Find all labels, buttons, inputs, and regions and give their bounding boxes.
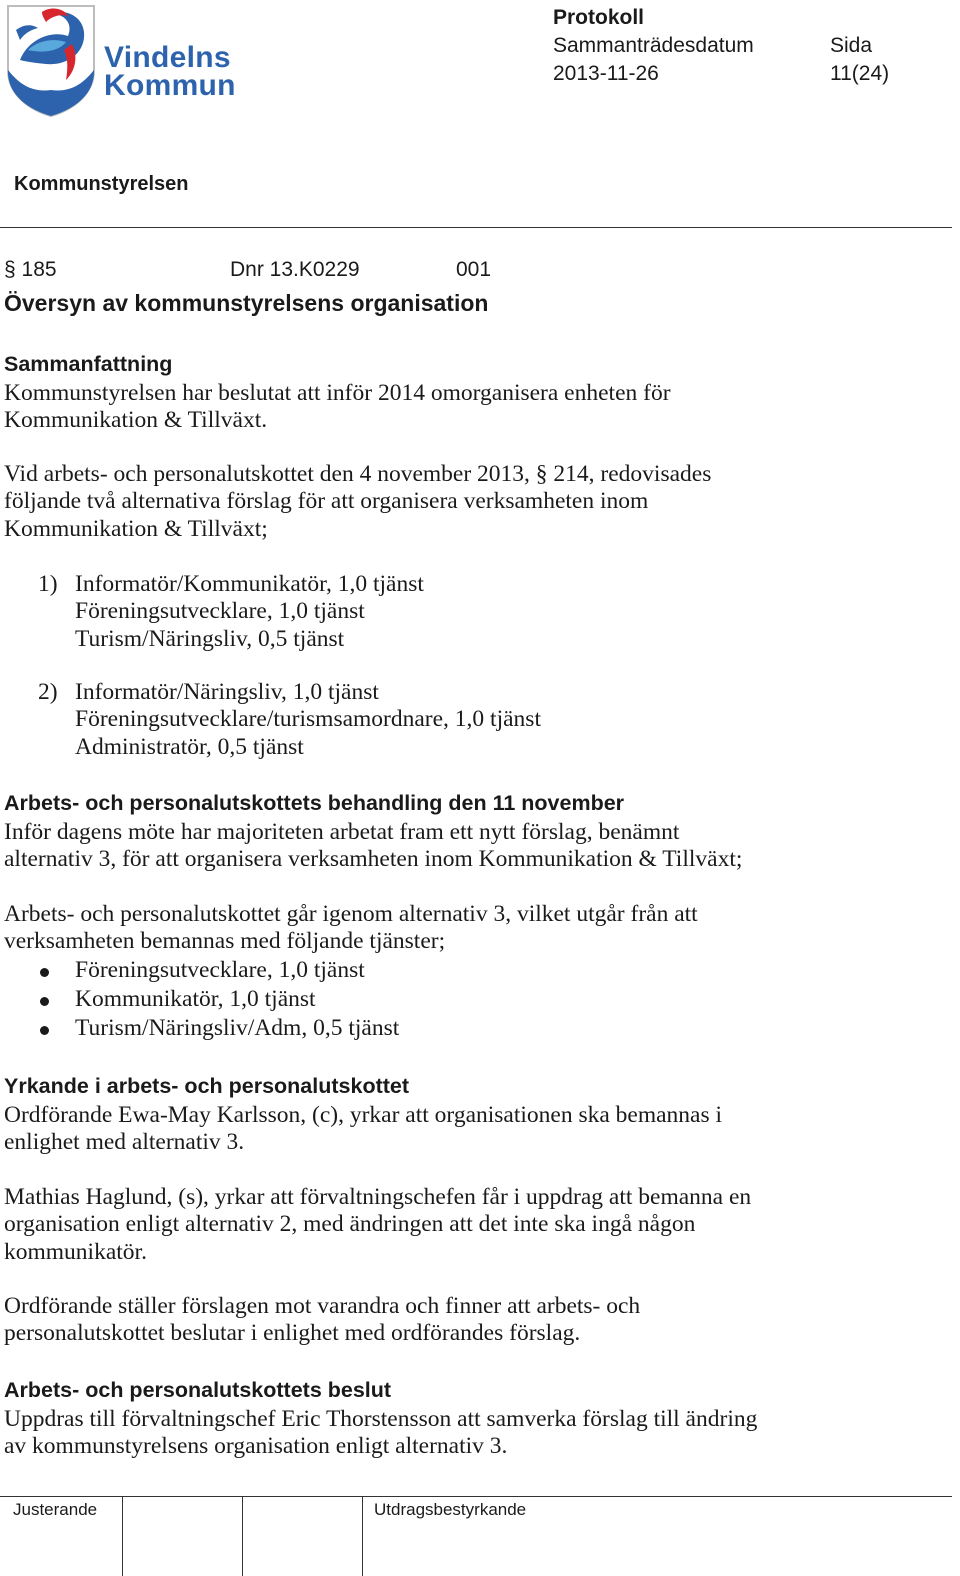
list-item: Föreningsutvecklare, 1,0 tjänst — [75, 598, 365, 625]
logo-text-line2: Kommun — [104, 69, 236, 102]
municipality-logo — [2, 0, 252, 118]
intro-line: Vid arbets- och personalutskottet den 4 november 2013, § 214, redovisades — [4, 461, 712, 487]
review-line: verksamheten bemannas med följande tjänster; — [4, 928, 446, 955]
bullet-icon — [40, 997, 49, 1006]
motions-heading: Yrkande i arbets- och personalutskottet — [4, 1074, 410, 1098]
motion-line: Mathias Haglund, (s), yrkar att förvaltningschefen får i uppdrag att bemanna en — [4, 1184, 752, 1210]
page-label: Sida — [830, 34, 873, 57]
logo-text-line1: Vindelns — [104, 41, 231, 74]
paragraph-number: § 185 — [4, 258, 57, 281]
intro-paragraph — [4, 461, 904, 543]
alternative-1-number: 1) — [38, 571, 58, 597]
motion-3-paragraph — [4, 1293, 904, 1348]
page-info — [830, 32, 889, 88]
decision-paragraph — [4, 1406, 904, 1461]
coat-of-arms-icon — [2, 0, 102, 118]
motion-2-paragraph — [4, 1184, 904, 1266]
logo-wordmark — [104, 41, 236, 102]
summary-heading: Sammanfattning — [4, 352, 173, 376]
certification-label: Utdragsbestyrkande — [374, 1500, 527, 1519]
case-title: Översyn av kommunstyrelsens organisation — [4, 290, 489, 316]
list-item: Administratör, 0,5 tjänst — [75, 733, 304, 760]
alternative-2-number: 2) — [38, 679, 58, 705]
alternative-3-item: Turism/Näringsliv/Adm, 0,5 tjänst — [75, 1015, 400, 1041]
motion-line: Ordförande ställer förslagen mot varandra och finner att arbets- och — [4, 1293, 641, 1319]
bullet-icon — [40, 968, 49, 977]
list-item: Informatör/Näringsliv, 1,0 tjänst — [75, 679, 379, 705]
motion-1-paragraph — [4, 1102, 904, 1157]
meeting-date-label: Sammanträdesdatum — [553, 34, 754, 57]
treatment-line: Inför dagens möte har majoriteten arbetat fram ett nytt förslag, benämnt — [4, 819, 680, 845]
intro-line: Kommunikation & Tillväxt; — [4, 515, 268, 542]
list-item: Föreningsutvecklare/turismsamordnare, 1,0 tjänst — [75, 706, 541, 733]
treatment-heading: Arbets- och personalutskottets behandling den 11 november — [4, 791, 625, 815]
review-line: Arbets- och personalutskottet går igenom alternativ 3, vilket utgår från att — [4, 901, 698, 927]
alternative-1-list — [75, 571, 424, 653]
case-code: 001 — [456, 258, 492, 281]
motion-line: enlighet med alternativ 3. — [4, 1129, 245, 1156]
summary-paragraph — [4, 380, 904, 435]
footer-divider — [0, 1496, 952, 1497]
review-paragraph — [4, 901, 904, 956]
motion-line: personalutskottet beslutar i enlighet med ordförandes förslag. — [4, 1320, 581, 1347]
treatment-paragraph — [4, 819, 904, 874]
motion-line: kommunikatör. — [4, 1238, 147, 1265]
motion-line: organisation enligt alternativ 2, med ändringen att det inte ska ingå någon — [4, 1211, 696, 1238]
decision-line: av kommunstyrelsens organisation enligt alternativ 3. — [4, 1433, 508, 1460]
intro-line: följande två alternativa förslag för att organisera verksamheten inom — [4, 488, 649, 515]
decision-heading: Arbets- och personalutskottets beslut — [4, 1378, 392, 1402]
decision-line: Uppdras till förvaltningschef Eric Thorstensson att samverka förslag till ändring — [4, 1406, 758, 1432]
header-divider — [0, 227, 952, 228]
list-item: Turism/Näringsliv, 0,5 tjänst — [75, 625, 345, 652]
list-item: Informatör/Kommunikatör, 1,0 tjänst — [75, 571, 424, 597]
signature-box-divider — [122, 1496, 123, 1576]
signature-box-divider — [362, 1496, 363, 1576]
treatment-line: alternativ 3, för att organisera verksamheten inom Kommunikation & Tillväxt; — [4, 846, 743, 873]
header-meta — [553, 4, 754, 88]
bullet-icon — [40, 1026, 49, 1035]
alternative-2-list — [75, 679, 541, 761]
signers-label: Justerande — [13, 1500, 98, 1519]
committee-name: Kommunstyrelsen — [14, 173, 189, 195]
case-dnr: Dnr 13.K0229 — [230, 258, 360, 281]
alternative-3-item: Kommunikatör, 1,0 tjänst — [75, 986, 316, 1012]
signature-box-divider — [242, 1496, 243, 1576]
document-type: Protokoll — [553, 6, 645, 29]
page-number: 11(24) — [830, 62, 890, 85]
motion-line: Ordförande Ewa-May Karlsson, (c), yrkar att organisationen ska bemannas i — [4, 1102, 723, 1128]
meeting-date: 2013-11-26 — [553, 62, 659, 85]
summary-line: Kommunikation & Tillväxt. — [4, 407, 268, 434]
summary-line: Kommunstyrelsen har beslutat att inför 2014 omorganisera enheten för — [4, 380, 671, 406]
alternative-3-item: Föreningsutvecklare, 1,0 tjänst — [75, 957, 365, 983]
